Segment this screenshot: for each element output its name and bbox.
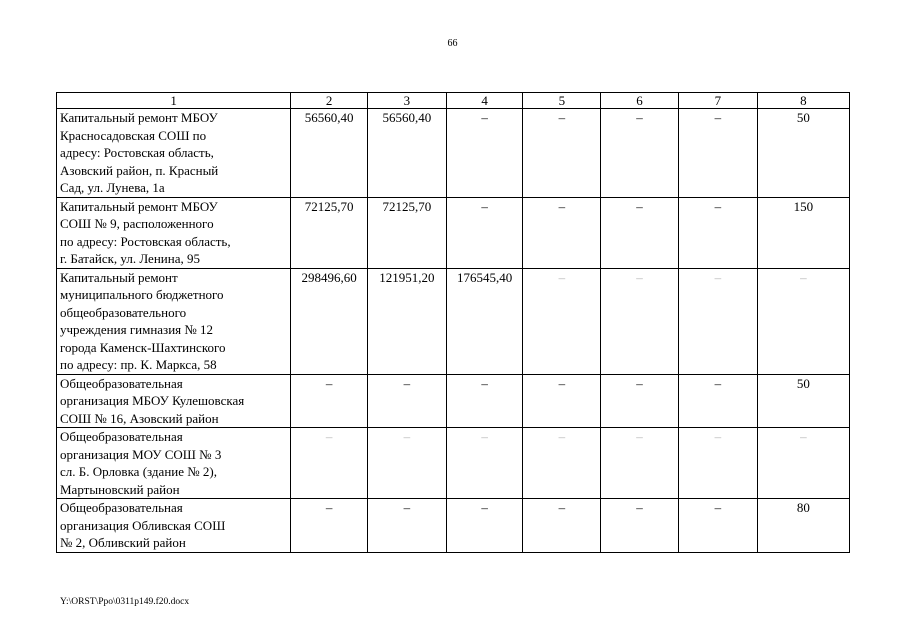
value-cell-col-4: – — [446, 428, 523, 499]
table-row — [57, 499, 850, 553]
value-cell-col-2: – — [291, 374, 368, 428]
value-cell-col-8: 50 — [757, 109, 849, 198]
description-line: СОШ № 16, Азовский район — [60, 410, 219, 426]
value-cell-col-6: – — [601, 109, 679, 198]
value-cell-col-5: – — [523, 268, 601, 374]
value-cell-col-5: – — [523, 197, 601, 268]
table-row — [57, 197, 850, 268]
value-cell-col-7: – — [678, 268, 757, 374]
table-row — [57, 374, 850, 428]
value-cell-col-6: – — [601, 268, 679, 374]
description-line: Общеобразовательная — [60, 375, 183, 391]
value-cell-col-6: – — [601, 197, 679, 268]
value-cell-col-2: 56560,40 — [291, 109, 368, 198]
value-cell-col-3: 72125,70 — [367, 197, 446, 268]
header-cell-3: 3 — [367, 93, 446, 109]
header-cell-6: 6 — [601, 93, 679, 109]
header-cell-4: 4 — [446, 93, 523, 109]
table-body — [57, 93, 850, 553]
value-cell-col-5: – — [523, 374, 601, 428]
description-line: Азовский район, п. Красный — [60, 162, 219, 178]
description-line: СОШ № 9, расположенного — [60, 216, 214, 231]
table-row — [57, 109, 850, 198]
value-cell-col-8: – — [757, 428, 849, 499]
description-line: учреждения гимназия № 12 — [60, 322, 214, 337]
value-cell-col-4: – — [446, 109, 523, 198]
table-row — [57, 268, 850, 374]
description-line: № 2, Обливский район — [60, 535, 186, 550]
header-cell-7: 7 — [678, 93, 757, 109]
value-cell-col-7: – — [678, 197, 757, 268]
description-line: Мартыновский район — [60, 481, 180, 497]
description-line: Сад, ул. Лунева, 1а — [60, 180, 165, 195]
value-cell-col-6: – — [601, 374, 679, 428]
value-cell-col-3: – — [367, 374, 446, 428]
description-line: организация МБОУ Кулешовская — [60, 393, 245, 408]
description-line: Капитальный ремонт МБОУ — [60, 198, 218, 214]
table-header-row — [57, 93, 850, 109]
value-cell-col-3: 56560,40 — [367, 109, 446, 198]
description-line: Капитальный ремонт — [60, 269, 178, 285]
value-cell-col-2: – — [291, 499, 368, 553]
value-cell-col-8: 150 — [757, 197, 849, 268]
description-line: г. Батайск, ул. Ленина, 95 — [60, 251, 200, 266]
value-cell-col-6: – — [601, 499, 679, 553]
value-cell-col-7: – — [678, 428, 757, 499]
value-cell-col-5: – — [523, 428, 601, 499]
value-cell-col-2: – — [291, 428, 368, 499]
description-line: Капитальный ремонт МБОУ — [60, 110, 218, 125]
header-cell-1: 1 — [57, 93, 291, 109]
value-cell-col-4: – — [446, 374, 523, 428]
value-cell-col-6: – — [601, 428, 679, 499]
row-description — [57, 197, 291, 268]
page-number: 66 — [447, 38, 458, 49]
value-cell-col-5: – — [523, 109, 601, 198]
value-cell-col-8: 50 — [757, 374, 849, 428]
description-line: организация Обливская СОШ — [60, 517, 226, 533]
value-cell-col-3: – — [367, 499, 446, 553]
description-line: Красносадовская СОШ по — [60, 127, 207, 143]
row-description — [57, 428, 291, 499]
value-cell-col-7: – — [678, 499, 757, 553]
description-line: общеобразовательного — [60, 304, 187, 320]
table-row — [57, 428, 850, 499]
value-cell-col-4: 176545,40 — [446, 268, 523, 374]
description-line: по адресу: пр. К. Маркса, 58 — [60, 357, 217, 372]
row-description — [57, 374, 291, 428]
description-line: адресу: Ростовская область, — [60, 145, 214, 160]
value-cell-col-4: – — [446, 197, 523, 268]
row-description — [57, 109, 291, 198]
value-cell-col-8: – — [757, 268, 849, 374]
data-table — [56, 92, 850, 553]
value-cell-col-3: 121951,20 — [367, 268, 446, 374]
value-cell-col-2: 298496,60 — [291, 268, 368, 374]
header-cell-8: 8 — [757, 93, 849, 109]
description-line: Общеобразовательная — [60, 429, 183, 444]
value-cell-col-7: – — [678, 109, 757, 198]
value-cell-col-8: 80 — [757, 499, 849, 553]
value-cell-col-2: 72125,70 — [291, 197, 368, 268]
description-line: организация МОУ СОШ № 3 — [60, 446, 222, 462]
value-cell-col-4: – — [446, 499, 523, 553]
description-line: муниципального бюджетного — [60, 287, 224, 302]
description-line: сл. Б. Орловка (здание № 2), — [60, 464, 217, 479]
value-cell-col-5: – — [523, 499, 601, 553]
value-cell-col-7: – — [678, 374, 757, 428]
description-line: города Каменск-Шахтинского — [60, 339, 226, 355]
description-line: по адресу: Ростовская область, — [60, 233, 231, 249]
header-cell-2: 2 — [291, 93, 368, 109]
row-description — [57, 268, 291, 374]
footer-file-path: Y:\ORST\Ppo\0311p149.f20.docx — [60, 597, 190, 607]
value-cell-col-3: – — [367, 428, 446, 499]
description-line: Общеобразовательная — [60, 500, 183, 515]
row-description — [57, 499, 291, 553]
header-cell-5: 5 — [523, 93, 601, 109]
